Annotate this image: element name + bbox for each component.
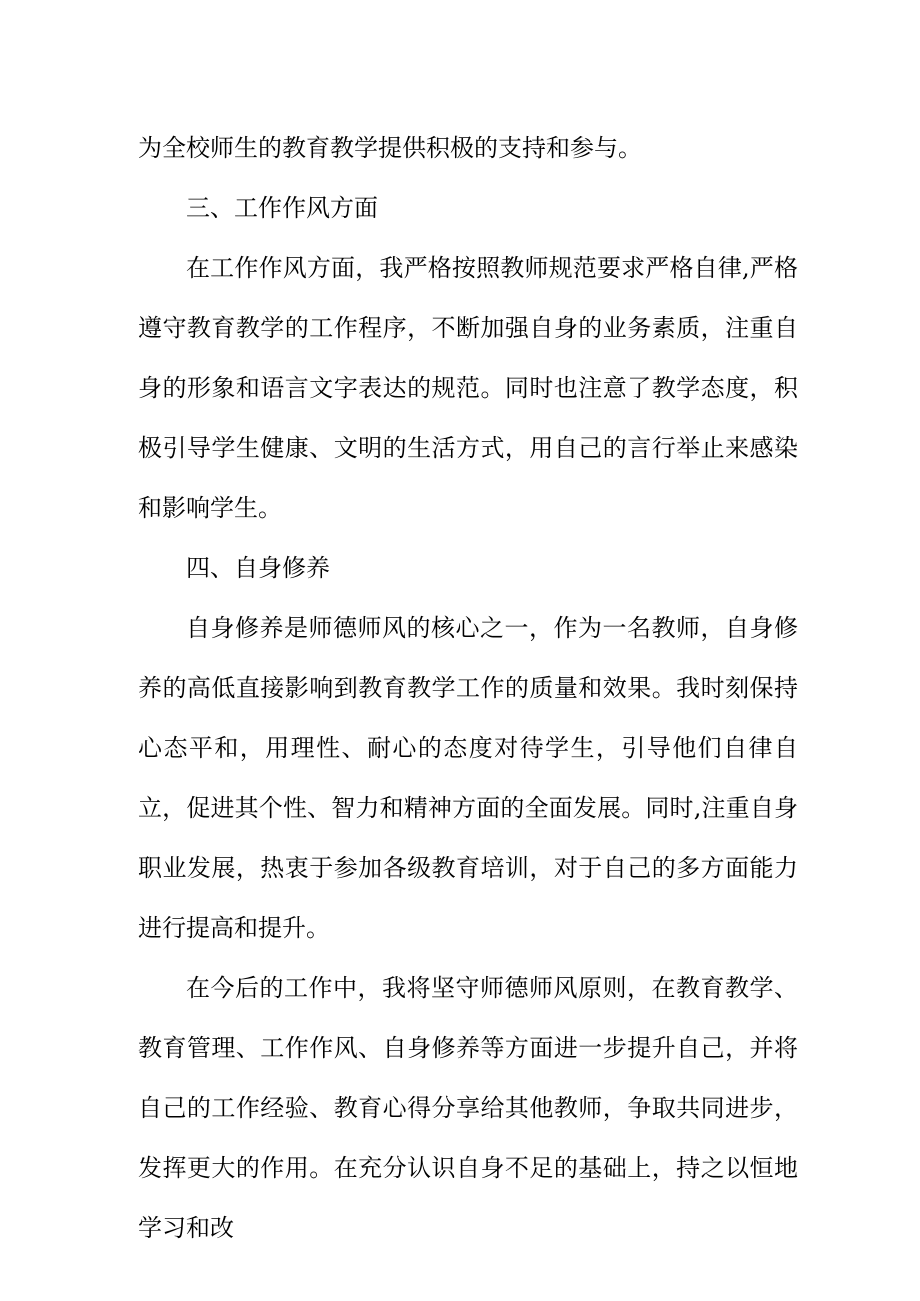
paragraph-self-cultivation: 自身修养是师德师风的核心之一，作为一名教师，自身修养的高低直接影响到教育教学工作的质量和效果。我时刻保持心态平和，用理性、耐心的态度对待学生，引导他们自律自立，促进其个性、智力和精神方面的全面发展。同时,注重自身职业发展，热衷于参加各级教育培训，对于自己的多方面能力进行提高和提升。	[138, 614, 798, 942]
section-heading-work-style: 三、工作作风方面	[186, 194, 378, 222]
paragraph-future-work: 在今后的工作中，我将坚守师德师风原则，在教育教学、教育管理、工作作风、自身修养等方面进一步提升自己，并将自己的工作经验、教育心得分享给其他教师，争取共同进步，发挥更大的作用。在充分认识自身不足的基础上，持之以恒地学习和改	[138, 974, 798, 1242]
paragraph-work-style: 在工作作风方面，我严格按照教师规范要求严格自律,严格遵守教育教学的工作程序，不断加强自身的业务素质，注重自身的形象和语言文字表达的规范。同时也注意了教学态度，积极引导学生健康、文明的生活方式，用自己的言行举止来感染和影响学生。	[138, 254, 798, 522]
paragraph-continued: 为全校师生的教育教学提供积极的支持和参与。	[138, 134, 642, 162]
section-heading-self-cultivation: 四、自身修养	[186, 554, 330, 582]
document-body	[138, 118, 798, 1258]
